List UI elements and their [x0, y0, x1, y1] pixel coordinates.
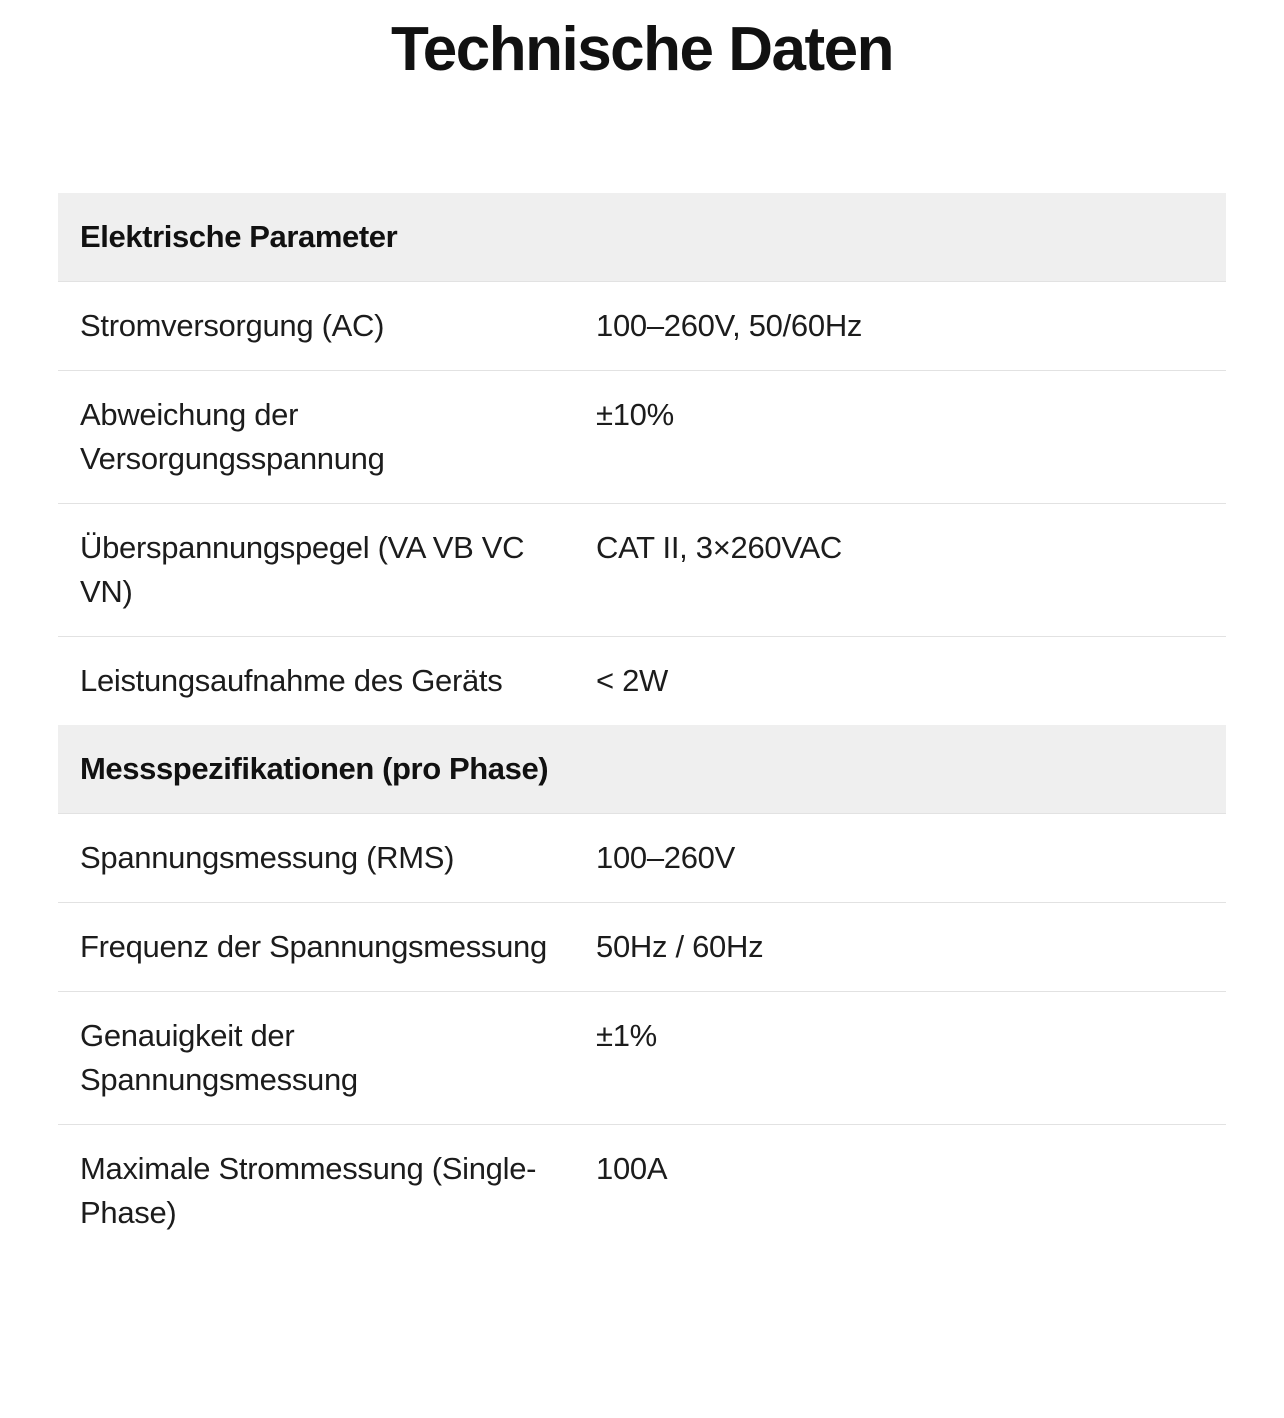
row-label: Maximale Strommessung (Single-Phase) — [58, 1125, 578, 1258]
table-row — [58, 1125, 1226, 1258]
page-title: Technische Daten — [390, 15, 893, 84]
section-heading-measurement: Messspezifikationen (pro Phase) — [58, 725, 1226, 814]
table-section-header — [58, 725, 1226, 814]
table-row — [58, 504, 1226, 637]
table-row — [58, 371, 1226, 504]
table-row — [58, 637, 1226, 726]
row-label: Stromversorgung (AC) — [58, 282, 578, 371]
row-label: Spannungsmessung (RMS) — [58, 814, 578, 903]
row-value: CAT II, 3×260VAC — [578, 504, 1226, 637]
table-section-header — [58, 193, 1226, 282]
row-value: 100–260V, 50/60Hz — [578, 282, 1226, 371]
row-value: < 2W — [578, 637, 1226, 726]
row-label: Genauigkeit der Spannungsmessung — [58, 992, 578, 1125]
spec-page — [0, 14, 1284, 1257]
row-value: 100A — [578, 1125, 1226, 1258]
table-row — [58, 903, 1226, 992]
row-label: Leistungsaufnahme des Geräts — [58, 637, 578, 726]
table-row — [58, 282, 1226, 371]
technical-specifications-table — [58, 193, 1226, 1257]
row-value: ±10% — [578, 371, 1226, 504]
section-heading-electrical: Elektrische Parameter — [58, 193, 1226, 282]
row-label: Überspannungspegel (VA VB VC VN) — [58, 504, 578, 637]
table-row — [58, 814, 1226, 903]
table-row — [58, 992, 1226, 1125]
row-label: Abweichung der Versorgungsspannung — [58, 371, 578, 504]
row-label: Frequenz der Spannungsmessung — [58, 903, 578, 992]
row-value: ±1% — [578, 992, 1226, 1125]
row-value: 50Hz / 60Hz — [578, 903, 1226, 992]
row-value: 100–260V — [578, 814, 1226, 903]
